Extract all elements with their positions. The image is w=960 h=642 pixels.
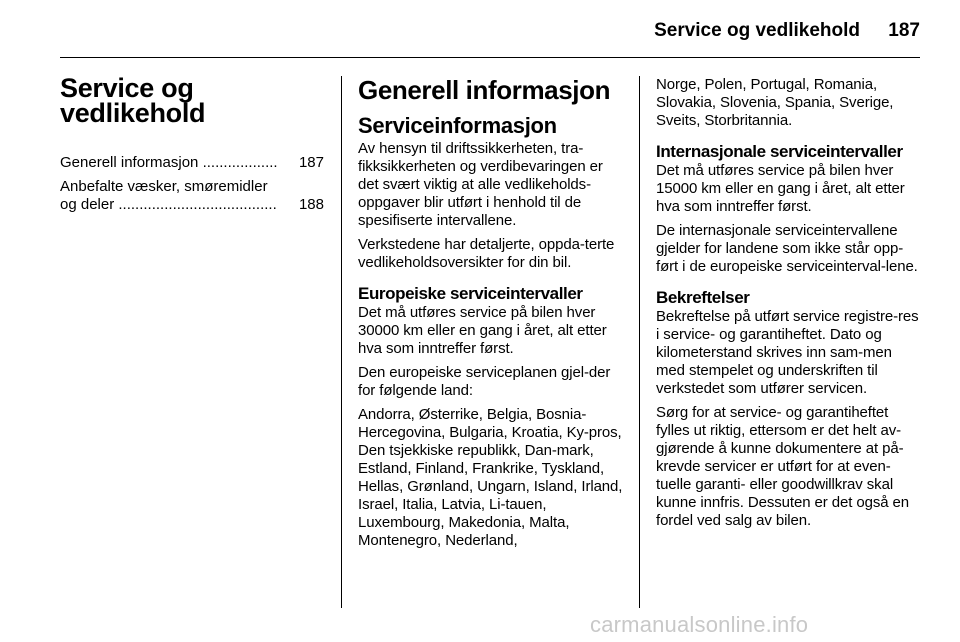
toc-entry-label-line-1: Anbefalte væsker, smøremidler bbox=[60, 178, 268, 195]
content-column-3 bbox=[656, 76, 922, 530]
toc-entry-label: Generell informasjon bbox=[60, 154, 199, 171]
section-heading: Generell informasjon bbox=[358, 75, 611, 105]
paragraph: Bekreftelse på utført service registre-res i service- og garantiheftet. Dato og kilometerstand skrives inn sam-men med stempelet og underskriften til verkstedet som utfører servicen. bbox=[656, 308, 919, 397]
paragraph: Av hensyn til driftssikkerheten, tra-fikksikkerheten og verdibevaringen er det svært viktig at alle vedlikeholds-oppgaver blir utført i henhold til de spesifiserte intervallene. bbox=[358, 140, 603, 229]
header-rule bbox=[60, 57, 920, 58]
toc-entry-generell[interactable] bbox=[60, 154, 324, 172]
chapter-title-line-2: vedlikehold bbox=[60, 98, 206, 128]
toc-entry-label-line-2: og deler bbox=[60, 196, 115, 213]
column-divider-2 bbox=[639, 76, 640, 608]
chapter-toc-column bbox=[60, 73, 324, 220]
paragraph: Verkstedene har detaljerte, oppda-terte vedlikeholdsoversikter for din bil. bbox=[358, 236, 615, 271]
column-divider-1 bbox=[341, 76, 342, 608]
paragraph: Det må utføres service på bilen hver 30000 km eller en gang i året, alt etter hva som inntreffer først. bbox=[358, 304, 607, 357]
subheading: Europeiske serviceintervaller bbox=[358, 284, 583, 303]
paragraph: Norge, Polen, Portugal, Romania, Slovakia, Slovenia, Spania, Sverige, Sveits, Storbritannia. bbox=[656, 76, 894, 129]
toc-list bbox=[60, 154, 324, 214]
toc-leader-dots: ...................................... bbox=[114, 196, 277, 213]
toc-leader-dots: .................. bbox=[198, 154, 278, 171]
toc-entry-text bbox=[60, 178, 297, 214]
paragraph: De internasjonale serviceintervallene gjelder for landene som ikke står opp-ført i de europeiske serviceinterval-lene. bbox=[656, 222, 918, 275]
toc-entry-anbefalte[interactable] bbox=[60, 178, 324, 214]
running-header-title: Service og vedlikehold bbox=[654, 20, 860, 41]
chapter-title-line-1: Service og bbox=[60, 73, 194, 103]
watermark: carmanualsonline.info bbox=[590, 612, 809, 637]
page-number: 187 bbox=[888, 20, 920, 41]
paragraph: Den europeiske serviceplanen gjel-der for følgende land: bbox=[358, 364, 611, 399]
content-column-2 bbox=[358, 76, 623, 550]
chapter-title bbox=[60, 73, 324, 128]
subheading: Bekreftelser bbox=[656, 288, 750, 307]
toc-entry-page: 188 bbox=[298, 196, 324, 213]
toc-entry-text bbox=[60, 154, 297, 172]
toc-entry-page: 187 bbox=[298, 154, 324, 171]
subsection-heading: Serviceinformasjon bbox=[358, 113, 557, 138]
paragraph: Andorra, Østerrike, Belgia, Bosnia-Hercegovina, Bulgaria, Kroatia, Ky-pros, Den tsjekkiske republikk, Dan-mark, Estland, Finland, Frankrike, Tyskland, Hellas, Grønland, Ungarn, Island, Irland, Israel, Italia, Latvia, Li-tauen, Luxembourg, Makedonia, Malta, Montenegro, Nederland, bbox=[358, 406, 623, 549]
paragraph: Sørg for at service- og garantiheftet fylles ut riktig, ettersom er det helt av-gjørende å kunne dokumentere at på-krevde servicer er utført for at even-tuelle garanti- eller goodwillkrav skal kunne innfris. Dessuten er det også en fordel ved salg av bilen. bbox=[656, 404, 910, 529]
subheading: Internasjonale serviceintervaller bbox=[656, 142, 903, 161]
paragraph: Det må utføres service på bilen hver 15000 km eller en gang i året, alt etter hva som inntreffer først. bbox=[656, 162, 905, 215]
